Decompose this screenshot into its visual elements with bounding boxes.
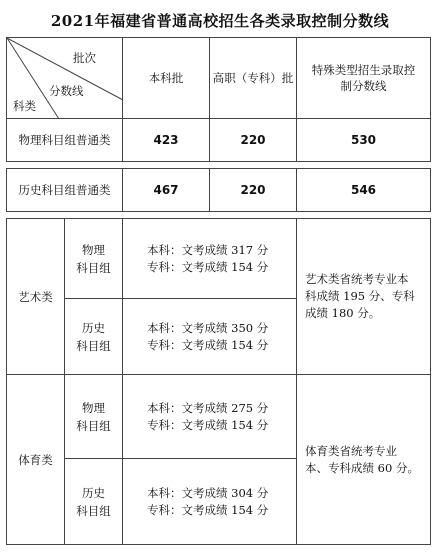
- sports-history-bachelor: 本科：文考成绩 304 分: [147, 485, 269, 500]
- corner-batch-label: 批次: [73, 51, 96, 65]
- art-physics-bachelor: 本科：文考成绩 317 分: [147, 242, 269, 257]
- table-row-history: [7, 169, 431, 212]
- art-physics-vocational: 专科：文考成绩 154 分: [147, 259, 269, 274]
- sports-note-line1: 体育类省统考专业: [305, 443, 397, 458]
- table-row-sports-physics: [7, 375, 431, 459]
- sports-physics-scores: [123, 375, 297, 459]
- sports-history-group-line1: 历史: [82, 485, 105, 500]
- sports-physics-group: [65, 375, 123, 459]
- art-note-line2: 科成绩 195 分、专科: [305, 289, 415, 303]
- sports-note-line2: 本、专科成绩 60 分。: [305, 460, 419, 475]
- sports-history-group: [65, 459, 123, 545]
- row-category-history: 历史科目组普通类: [7, 169, 123, 212]
- corner-header-cell: [7, 38, 123, 119]
- corner-category-label: 科类: [13, 99, 36, 113]
- page-title: 2021年福建省普通高校招生各类录取控制分数线: [50, 12, 390, 30]
- sports-physics-vocational: 专科：文考成绩 154 分: [147, 417, 269, 432]
- history-vocational-score: 220: [210, 169, 297, 212]
- row-category-physics: 物理科目组普通类: [7, 119, 123, 162]
- history-special-score: 546: [297, 169, 431, 212]
- art-history-scores: [123, 299, 297, 375]
- sports-history-scores: [123, 459, 297, 545]
- physics-special-score: 530: [297, 119, 431, 162]
- col-header-bachelor: 本科批: [123, 38, 210, 119]
- sports-physics-group-line2: 科目组: [76, 418, 111, 433]
- physics-bachelor-score: 423: [123, 119, 210, 162]
- col-header-special-line1: 特殊类型招生录取控: [311, 63, 416, 77]
- art-physics-group: [65, 219, 123, 299]
- header-row: [7, 38, 431, 119]
- art-physics-scores: [123, 219, 297, 299]
- sports-note: [297, 375, 431, 545]
- table-row-art-physics: [7, 219, 431, 299]
- sports-category: 体育类: [7, 375, 65, 545]
- art-history-group-line1: 历史: [82, 320, 105, 335]
- art-category: 艺术类: [7, 219, 65, 375]
- col-header-vocational: 高职（专科）批: [210, 38, 297, 119]
- art-note-line3: 成绩 180 分。: [305, 306, 381, 320]
- col-header-special-line2: 制分数线: [340, 79, 387, 93]
- art-history-bachelor: 本科：文考成绩 350 分: [147, 320, 269, 335]
- sports-history-vocational: 专科：文考成绩 154 分: [147, 502, 269, 517]
- sports-physics-group-line1: 物理: [82, 400, 105, 415]
- history-bachelor-score: 467: [123, 169, 210, 212]
- art-note-line1: 艺术类省统考专业本: [305, 272, 409, 286]
- art-physics-group-line1: 物理: [82, 242, 105, 257]
- art-history-group: [65, 299, 123, 375]
- col-header-special: [297, 38, 431, 119]
- physics-vocational-score: 220: [210, 119, 297, 162]
- art-history-group-line2: 科目组: [76, 338, 111, 353]
- art-note: [297, 219, 431, 375]
- sports-physics-bachelor: 本科：文考成绩 275 分: [147, 400, 269, 415]
- art-physics-group-line2: 科目组: [76, 260, 111, 275]
- sports-history-group-line2: 科目组: [76, 503, 111, 518]
- score-table: [6, 37, 431, 545]
- corner-score-label: 分数线: [49, 84, 84, 98]
- table-row-physics: [7, 119, 431, 162]
- art-history-vocational: 专科：文考成绩 154 分: [147, 337, 269, 352]
